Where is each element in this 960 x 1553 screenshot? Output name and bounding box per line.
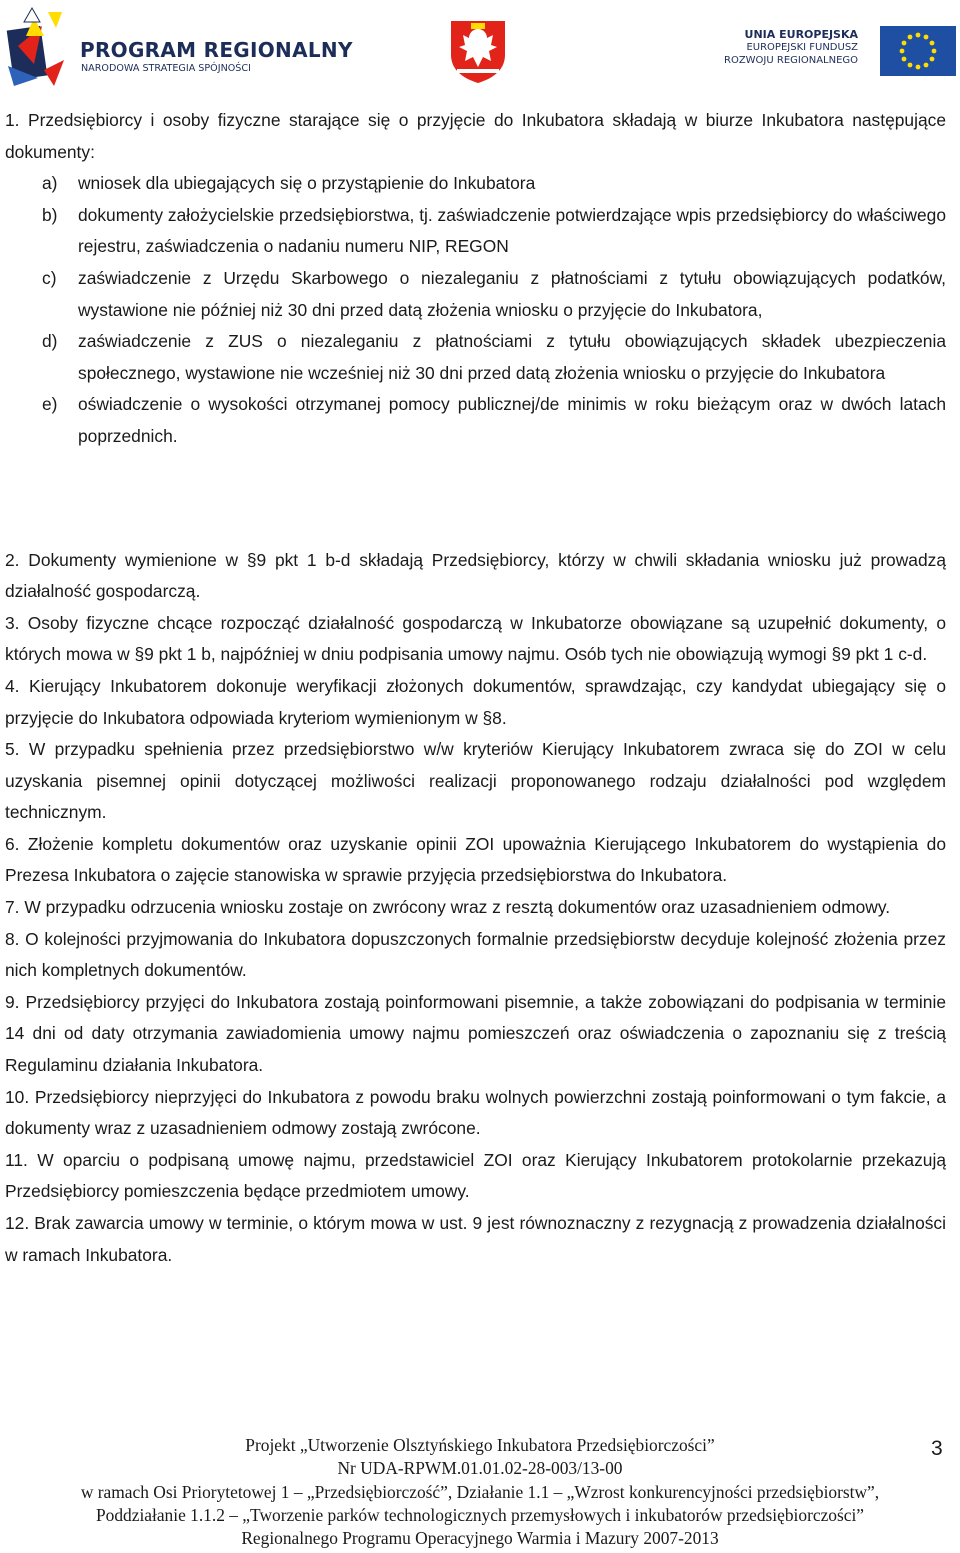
- list-label: b): [42, 204, 58, 225]
- list-item-a: [5, 168, 946, 200]
- program-title: PROGRAM REGIONALNY: [80, 38, 353, 62]
- eu-line-2: EUROPEJSKI FUNDUSZ: [746, 42, 859, 53]
- list-text: zaświadczenie z ZUS o niezaleganiu z płatnościami z tytułu obowiązujących składek ubezpieczenia społecznego, wystawione nie wcześniej niż 30 dni przed datą złożenia wniosku o przyjęcie do Inkubatora: [78, 331, 946, 383]
- list-text: dokumenty założycielskie przedsiębiorstwa, tj. zaświadczenie potwierdzające wpis przedsiębiorcy do właściwego rejestru, zaświadczenia o nadaniu numeru NIP, REGON: [78, 204, 946, 257]
- list-label: c): [42, 267, 57, 288]
- paragraph-7: 7. W przypadku odrzucenia wniosku zostaje on zwrócony wraz z resztą dokumentów oraz uzasadnieniem odmowy.: [5, 897, 891, 918]
- footer-program-line: Regionalnego Programu Operacyjnego Warmia i Mazury 2007-2013: [241, 1528, 719, 1549]
- paragraph-5: 5. W przypadku spełnienia przez przedsiębiorstwo w/w kryteriów Kierujący Inkubatorem zwraca się do ZOI w celu uzyskania pisemnej opinii dotyczącej możliwości realizacji proponowanego rodzaju działalności pod względem technicznym.: [5, 739, 946, 823]
- eu-flag-icon: [880, 26, 956, 76]
- paragraph-1-intro: 1. Przedsiębiorcy i osoby fizyczne starające się o przyjęcie do Inkubatora składają w biurze Inkubatora następujące dokumenty:: [5, 110, 946, 162]
- paragraph-12: 12. Brak zawarcia umowy w terminie, o którym mowa w ust. 9 jest równoznaczny z rezygnacją z prowadzenia działalności w ramach Inkubatora.: [5, 1213, 946, 1265]
- list-label: e): [42, 394, 58, 415]
- footer-project-line: Projekt „Utworzenie Olsztyńskiego Inkubatora Przedsiębiorczości”: [245, 1435, 715, 1455]
- list-label: a): [42, 173, 58, 194]
- list-item-c: [5, 263, 946, 326]
- eu-line-1: UNIA EUROPEJSKA: [744, 28, 859, 41]
- page-footer: [0, 1434, 960, 1550]
- document-body: [5, 105, 946, 1271]
- program-subtitle: NARODOWA STRATEGIA SPÓJNOŚCI: [81, 63, 251, 74]
- list-item-e: [5, 389, 946, 452]
- paragraph-8: 8. O kolejności przyjmowania do Inkubatora dopuszczonych formalnie przedsiębiorstw decyduje kolejność złożenia przez nich kompletnych dokumentów.: [5, 928, 946, 981]
- paragraph-9: 9. Przedsiębiorcy przyjęci do Inkubatora zostają poinformowani pisemnie, a także zobowiązani do podpisania w terminie 14 dni od daty otrzymania zawiadomienia umowy najmu pomieszczeń oraz oświadczenia o zapoznaniu się z treścią Regulaminu działania Inkubatora.: [5, 991, 946, 1076]
- page-header: [0, 0, 960, 100]
- footer-number-line: Nr UDA-RPWM.01.01.02-28-003/13-00: [337, 1458, 623, 1479]
- paragraph-4: 4. Kierujący Inkubatorem dokonuje weryfikacji złożonych dokumentów, sprawdzając, czy kandydat ubiegający się o przyjęcie do Inkubatora odpowiada kryteriom wymienionym w §8.: [5, 675, 946, 728]
- footer-axis-line: w ramach Osi Priorytetowej 1 – „Przedsiębiorczość”, Działanie 1.1 – „Wzrost konkurencyjności przedsiębiorstw”,: [80, 1481, 880, 1502]
- eu-line-3: ROZWOJU REGIONALNEGO: [724, 55, 859, 66]
- spacer: [5, 453, 946, 545]
- eu-fund-text: [724, 28, 858, 67]
- paragraph-6: 6. Złożenie kompletu dokumentów oraz uzyskanie opinii ZOI upoważnia Kierującego Inkubatorem do wystąpienia do Prezesa Inkubatora o zajęcie stanowiska w sprawie przyjęcia przedsiębiorstwa do Inkubatora.: [5, 833, 946, 886]
- paragraph-2: 2. Dokumenty wymienione w §9 pkt 1 b-d składają Przedsiębiorcy, którzy w chwili składania wniosku już prowadzą działalność gospodarczą.: [5, 549, 946, 602]
- list-text: oświadczenie o wysokości otrzymanej pomocy publicznej/de minimis w roku bieżącym oraz w dwóch latach poprzednich.: [78, 394, 946, 446]
- paragraph-10: 10. Przedsiębiorcy nieprzyjęci do Inkubatora z powodu braku wolnych powierzchni zostają poinformowani o tym fakcie, a dokumenty wraz z uzasadnieniem odmowy zostają zwrócone.: [5, 1086, 946, 1139]
- list-text: wniosek dla ubiegających się o przystąpienie do Inkubatora: [78, 173, 536, 194]
- program-regionalny-logo-icon: [4, 6, 84, 90]
- footer-subaction-line: Poddziałanie 1.1.2 – „Tworzenie parków technologicznych przemysłowych i inkubatorów przedsiębiorczości”: [95, 1504, 865, 1525]
- paragraph-11: 11. W oparciu o podpisaną umowę najmu, przedstawiciel ZOI oraz Kierujący Inkubatorem protokolarnie przekazują Przedsiębiorcy pomieszczenia będące przedmiotem umowy.: [5, 1149, 946, 1202]
- warmia-mazury-crest-icon: [447, 17, 509, 83]
- list-item-b: [5, 200, 946, 263]
- list-item-d: [5, 326, 946, 389]
- list-text: zaświadczenie z Urzędu Skarbowego o niezaleganiu z płatnościami z tytułu obowiązujących podatków, wystawione nie później niż 30 dni przed datą złożenia wniosku o przyjęcie do Inkubatora,: [78, 267, 946, 320]
- paragraph-3: 3. Osoby fizyczne chcące rozpocząć działalność gospodarczą w Inkubatorze obowiązane są uzupełnić dokumenty, o których mowa w §9 pkt 1 b, najpóźniej w dniu podpisania umowy najmu. Osób tych nie obowiązują wymogi §9 pkt 1 c-d.: [5, 612, 946, 665]
- page-number: 3: [931, 1437, 943, 1460]
- list-label: d): [42, 331, 58, 352]
